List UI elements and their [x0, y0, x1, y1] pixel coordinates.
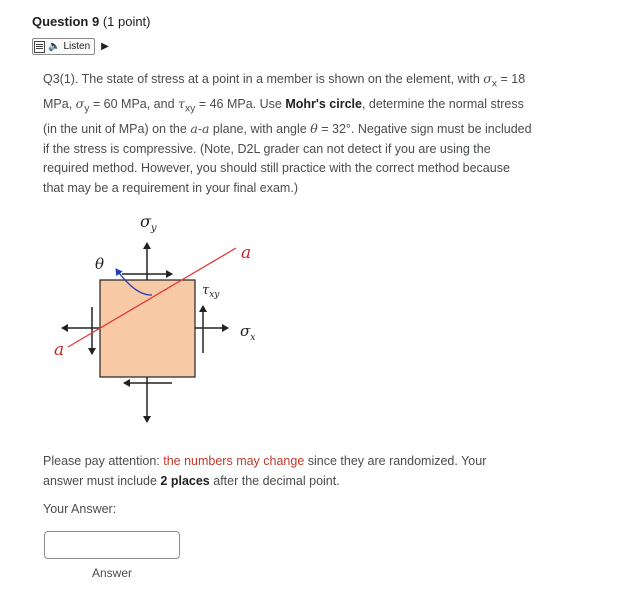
- tau-xy-symbol: τ: [178, 96, 185, 111]
- prompt-text-1: Q3(1). The state of stress at a point in a member is shown on the element, with: [43, 72, 484, 86]
- prompt-text-2: = 18 MPa,: [43, 72, 526, 111]
- speaker-icon: 🔈: [48, 41, 61, 52]
- sigma-y-label: $\sigma_y$: [140, 212, 157, 234]
- prompt-text-3: = 60 MPa, and: [89, 97, 179, 111]
- mohrs-circle-emphasis: Mohr's circle: [285, 97, 362, 111]
- play-icon[interactable]: ▶: [101, 41, 109, 52]
- note-red-text: the numbers may change: [163, 454, 305, 468]
- note-bold-text: 2 places: [160, 473, 210, 488]
- question-header: [32, 14, 151, 29]
- theta-symbol: θ: [310, 121, 318, 136]
- tau-xy-label: $\tau_{xy}$: [202, 283, 220, 300]
- theta-label: θ: [95, 255, 105, 273]
- prompt-text-4: = 46 MPa. Use: [195, 97, 286, 111]
- note-text-2: since they are randomized. Your answer must include: [43, 454, 487, 488]
- answer-input[interactable]: [44, 531, 180, 559]
- question-prompt: [43, 69, 533, 198]
- randomization-note: [43, 452, 523, 491]
- a-top-label: a: [241, 243, 252, 263]
- prompt-text-6: plane, with angle: [209, 122, 311, 136]
- question-title: Question 9: [32, 14, 100, 29]
- question-points: (1 point): [102, 14, 151, 29]
- tau-xy-subscript: xy: [184, 103, 196, 115]
- answer-field-label: Answer: [92, 566, 133, 580]
- sigma-y-subscript: y: [84, 103, 90, 115]
- prompt-text-7: = 32°. Negative sign must be included if the stress is compressive. (Note, D2L grader can not detect if you are using the required method. However, you should still practice with the correct method because that may be a requirement in your final exam.): [43, 122, 532, 195]
- sigma-y-symbol: σ: [75, 96, 85, 111]
- prompt-text-5: , determine the normal stress (in the unit of MPa) on the: [43, 97, 524, 136]
- sigma-x-label: $\sigma_x$: [240, 322, 256, 343]
- sigma-x-subscript: x: [491, 78, 498, 90]
- document-icon: [34, 41, 45, 53]
- a-bottom-label: a: [54, 340, 65, 360]
- sigma-x-symbol: σ: [483, 71, 492, 86]
- note-text-1: Please pay attention:: [43, 454, 164, 468]
- plane-label: a-a: [190, 121, 210, 136]
- listen-label: Listen: [63, 41, 91, 52]
- your-answer-label: Your Answer:: [43, 502, 117, 516]
- stress-element-diagram: [50, 208, 280, 433]
- note-text-3: after the decimal point.: [209, 473, 340, 488]
- listen-toolbar: [32, 38, 109, 55]
- listen-button[interactable]: [32, 38, 95, 55]
